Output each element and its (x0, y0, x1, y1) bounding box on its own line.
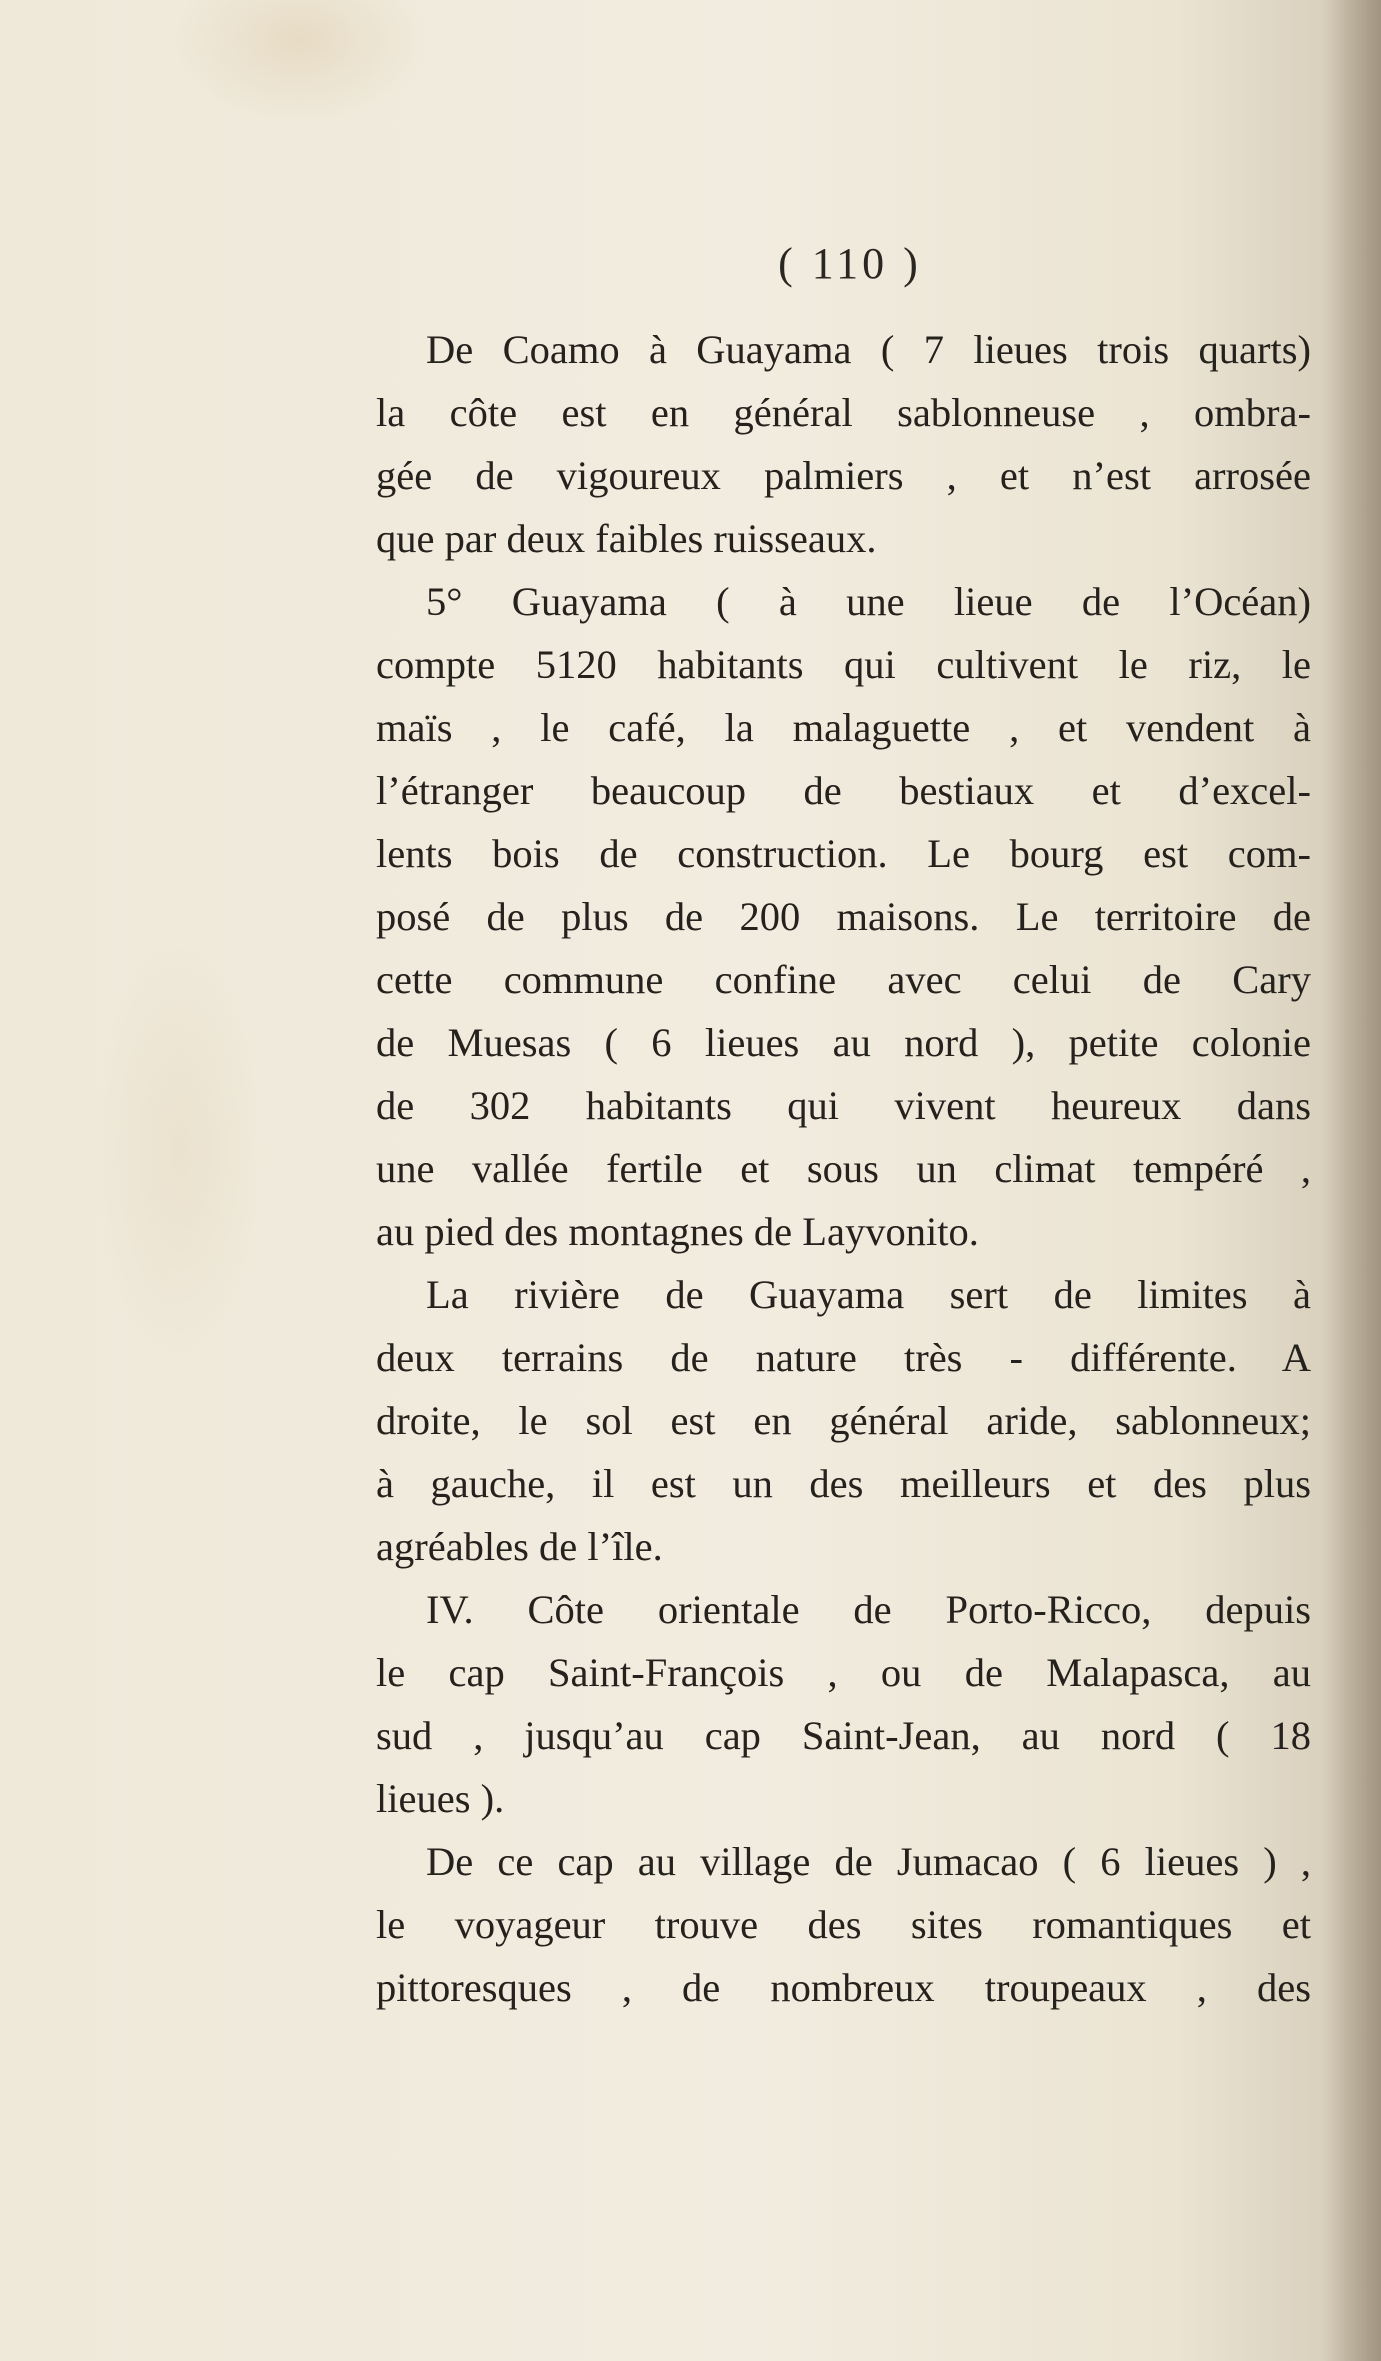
text-line: agréables de l’île. (376, 1524, 663, 1569)
text-line: posé de plus de 200 maisons. Le territoire de (376, 894, 1311, 939)
text-line: La rivière de Guayama sert de limites à (426, 1272, 1311, 1317)
text-line: sud , jusqu’au cap Saint-Jean, au nord ( 18 (376, 1713, 1311, 1758)
text-line: 5° Guayama ( à une lieue de l’Océan) (426, 579, 1311, 624)
text-line: que par deux faibles ruisseaux. (376, 516, 877, 561)
text-line: lieues ). (376, 1776, 505, 1821)
page-number: ( 110 ) (778, 239, 922, 288)
text-line: gée de vigoureux palmiers , et n’est arrosée (376, 453, 1311, 498)
text-line: cette commune confine avec celui de Cary (376, 957, 1311, 1002)
text-line: pittoresques , de nombreux troupeaux , des (376, 1965, 1311, 2010)
text-line: à gauche, il est un des meilleurs et des plus (376, 1461, 1311, 1506)
text-line: De Coamo à Guayama ( 7 lieues trois quarts) (426, 327, 1311, 372)
text-line: le cap Saint-François , ou de Malapasca, au (376, 1650, 1311, 1695)
text-line: le voyageur trouve des sites romantiques et (376, 1902, 1311, 1947)
text-line: deux terrains de nature très - différente. A (376, 1335, 1311, 1380)
text-line: la côte est en général sablonneuse , ombra- (376, 390, 1311, 435)
text-line: maïs , le café, la malaguette , et vendent à (376, 705, 1311, 750)
spine-shadow (1321, 0, 1381, 2361)
text-line: une vallée fertile et sous un climat tempéré , (376, 1146, 1311, 1191)
text-line: au pied des montagnes de Layvonito. (376, 1209, 979, 1254)
text-line: compte 5120 habitants qui cultivent le riz, le (376, 642, 1311, 687)
text-line: de Muesas ( 6 lieues au nord ), petite colonie (376, 1020, 1311, 1065)
text-line: De ce cap au village de Jumacao ( 6 lieues ) , (426, 1839, 1311, 1884)
text-line: de 302 habitants qui vivent heureux dans (376, 1083, 1311, 1128)
body-text (376, 318, 1311, 2019)
text-line: IV. Côte orientale de Porto-Ricco, depuis (426, 1587, 1311, 1632)
text-line: droite, le sol est en général aride, sablonneux; (376, 1398, 1311, 1443)
text-line: lents bois de construction. Le bourg est com- (376, 831, 1311, 876)
text-line: l’étranger beaucoup de bestiaux et d’excel- (376, 768, 1311, 813)
